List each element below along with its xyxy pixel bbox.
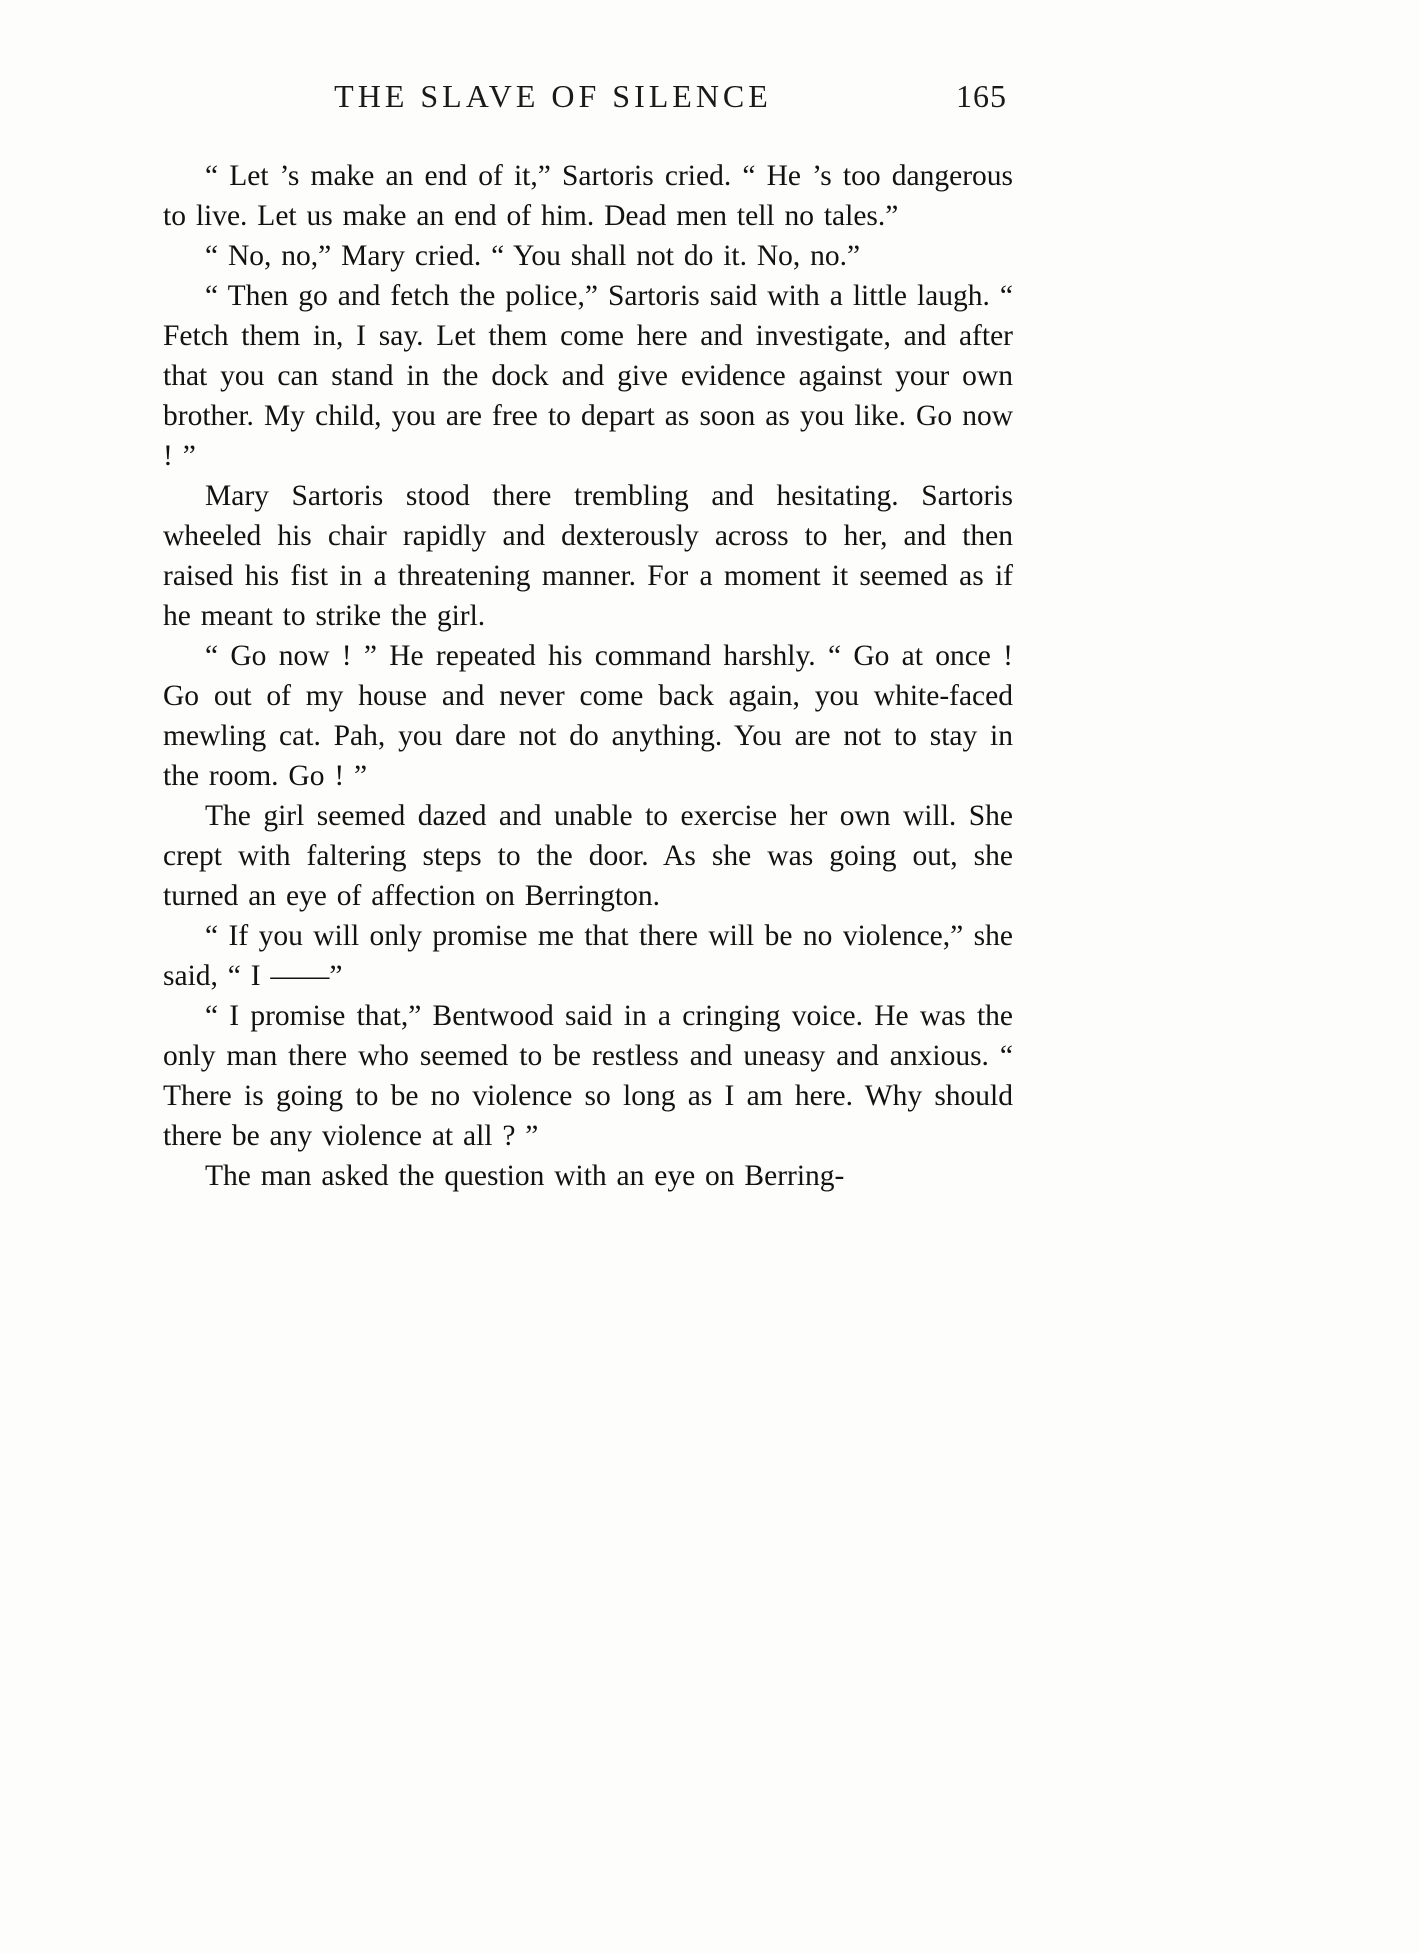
paragraph: “ Go now ! ” He repeated his command harshly. “ Go at once ! Go out of my house and never come back again, you white-faced mewling cat. Pah, you dare not do anything. You are not to stay in the room. Go ! ” [163, 640, 1013, 792]
paragraph: “ I promise that,” Bentwood said in a cringing voice. He was the only man there who seemed to be restless and uneasy and anxious. “ There is going to be no violence so long as I am here. Why should there be any violence at all ? ” [163, 1000, 1013, 1152]
page-header [163, 78, 1013, 128]
paragraph: The girl seemed dazed and unable to exercise her own will. She crept with faltering steps to the door. As she was going out, she turned an eye of affection on Berrington. [163, 800, 1013, 912]
paragraph: “ Let ’s make an end of it,” Sartoris cried. “ He ’s too dangerous to live. Let us make an end of him. Dead men tell no tales.” [163, 160, 1013, 232]
paragraph: Mary Sartoris stood there trembling and hesitating. Sartoris wheeled his chair rapidly and dexterously across to her, and then raised his fist in a threatening manner. For a moment it seemed as if he meant to strike the girl. [163, 480, 1013, 632]
running-title: THE SLAVE OF SILENCE [334, 78, 772, 114]
text-block [163, 78, 1013, 1196]
body-text [163, 156, 1013, 1196]
page-number: 165 [956, 78, 1007, 114]
paragraph: The man asked the question with an eye on Berring- [205, 1160, 845, 1192]
paragraph: “ If you will only promise me that there will be no violence,” she said, “ I ——” [163, 920, 1013, 992]
paragraph: “ No, no,” Mary cried. “ You shall not do it. No, no.” [205, 240, 861, 272]
paragraph: “ Then go and fetch the police,” Sartoris said with a little laugh. “ Fetch them in, I say. Let them come here and investigate, and after that you can stand in the dock and give evidence against your own brother. My child, you are free to depart as soon as you like. Go now ! ” [163, 280, 1013, 472]
